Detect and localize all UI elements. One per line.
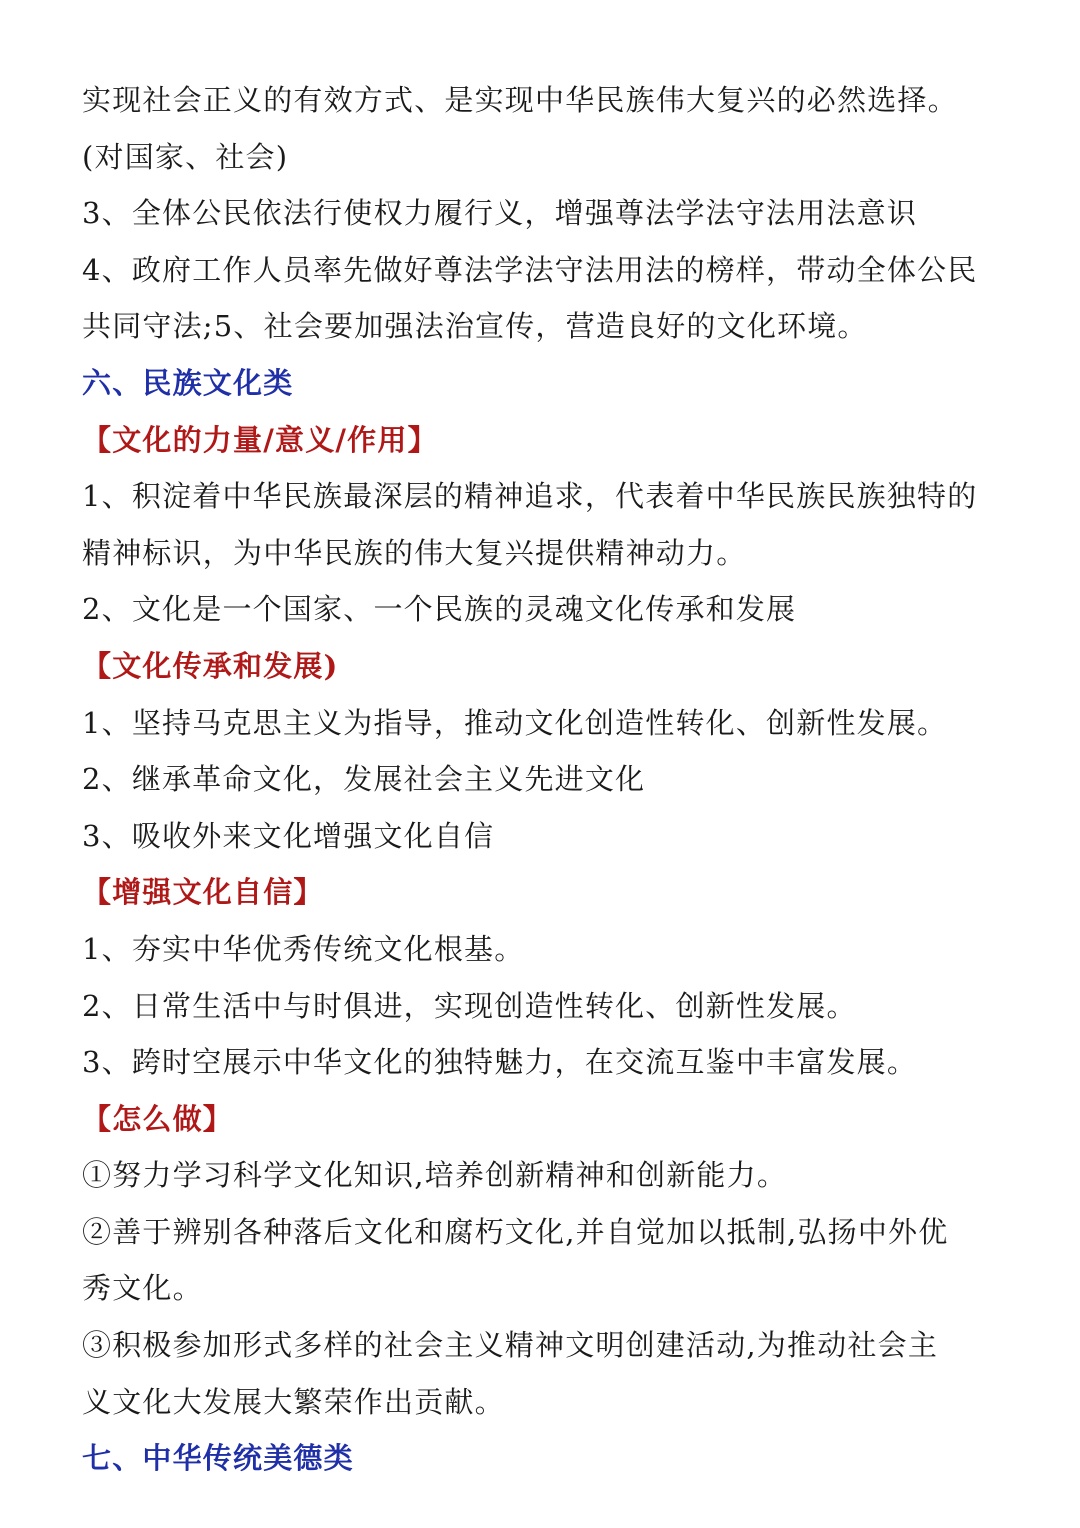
body-line: 义文化大发展大繁荣作出贡献。 — [82, 1384, 505, 1419]
body-line: 1、积淀着中华民族最深层的精神追求，代表着中华民族民族独特的 — [82, 479, 978, 514]
body-line: 4、政府工作人员率先做好尊法学法守法用法的榜样，带动全体公民 — [82, 252, 978, 287]
subsection-heading: 【怎么做】 — [82, 1101, 234, 1136]
body-line: ①努力学习科学文化知识,培养创新精神和创新能力。 — [82, 1158, 788, 1193]
subsection-heading: 【增强文化自信】 — [82, 875, 324, 910]
body-line: ②善于辨别各种落后文化和腐朽文化,并自觉加以抵制,弘扬中外优 — [82, 1214, 949, 1249]
body-line: (对国家、社会) — [82, 139, 289, 174]
section-heading: 六、民族文化类 — [82, 365, 294, 400]
body-line: 共同守法;5、社会要加强法治宣传，营造良好的文化环境。 — [82, 309, 868, 344]
body-line: ③积极参加形式多样的社会主义精神文明创建活动,为推动社会主 — [82, 1328, 939, 1363]
section-heading: 七、中华传统美德类 — [82, 1441, 354, 1476]
body-line: 1、夯实中华优秀传统文化根基。 — [82, 931, 525, 966]
body-line: 3、跨时空展示中华文化的独特魅力，在交流互鉴中丰富发展。 — [82, 1045, 918, 1080]
body-line: 3、吸收外来文化增强文化自信 — [82, 818, 495, 853]
subsection-heading: 【文化传承和发展) — [82, 648, 339, 683]
body-line: 实现社会正义的有效方式、是实现中华民族伟大复兴的必然选择。 — [82, 83, 958, 117]
body-line: 1、坚持马克思主义为指导，推动文化创造性转化、创新性发展。 — [82, 705, 948, 740]
body-line: 3、全体公民依法行使权力履行义，增强尊法学法守法用法意识 — [82, 196, 918, 231]
body-line: 2、文化是一个国家、一个民族的灵魂文化传承和发展 — [82, 592, 797, 627]
body-line: 精神标识，为中华民族的伟大复兴提供精神动力。 — [82, 535, 747, 570]
body-line: 2、继承革命文化，发展社会主义先进文化 — [82, 762, 646, 797]
body-line: 秀文化。 — [82, 1271, 203, 1306]
subsection-heading: 【文化的力量/意义/作用】 — [82, 422, 438, 457]
body-line: 2、日常生活中与时俱进，实现创造性转化、创新性发展。 — [82, 988, 857, 1023]
document-page — [82, 72, 1002, 1487]
